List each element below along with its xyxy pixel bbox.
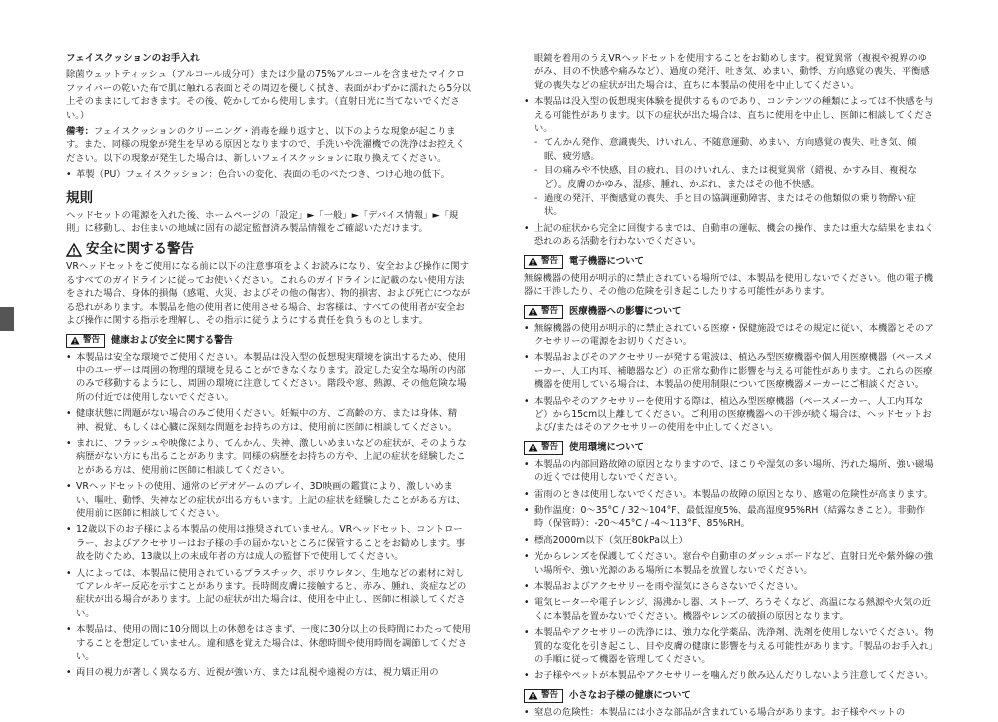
regulations-paragraph: ヘッドセットの電源を入れた後、ホームページの「設定」►「一般」►「デバイス情報」►「規則」に移動し、お住まいの地域に固有の認定監督済み製品情報をご確認いただけます。 <box>66 209 459 235</box>
note-text: フェイスクッションのクリーニング・消毒を繰り返すと、以下のような現象が起こります。また、同様の現象が発生を早める原因となりますので、手洗いや洗濯機での洗浄はお控えください。以下の現象が発生した場合は、新しいフェイスクッションに取り換えてください。 <box>66 126 465 164</box>
child-warning-heading <box>524 689 934 703</box>
list-item: • 上記の症状から完全に回復するまでは、自動車の運転、機会の操作、または重大な結果をまねく恐れのある活動を行わないでください。 <box>524 222 934 249</box>
sub-list-item: - てんかん発作、意識喪失、けいれん、不随意運動、めまい、方向感覚の喪失、吐き気、傾眠、疲労感。 <box>534 136 934 163</box>
page-edge-tab <box>0 307 14 331</box>
health-warning-heading <box>66 334 471 348</box>
warning-triangle-icon <box>66 243 82 257</box>
list-item: • 人によっては、本製品に使用されているプラスチック、ポリウレタン、生地などの素材に対してアレルギー反応を示すことがあります。長時間皮膚に接触すると、赤み、腫れ、炎症などの症状が出る場合があります。上記の症状が出た場合は、使用を中止し、医師に相談してください。 <box>66 567 471 621</box>
care-note <box>66 125 471 165</box>
environment-warning-heading <box>524 441 934 455</box>
care-paragraph: 除菌ウェットティッシュ（アルコール成分可）または少量の75%アルコールを含ませたマイクロファイバーの乾いた布で肌に触れる表面とその周辺を優しく拭き、表面がわずかに濡れたら5分以上そのままにしておきます。その後、乾かしてから使用します。（直射日光に当てないでください。） <box>66 69 471 121</box>
warning-triangle-icon <box>528 691 538 700</box>
badge-label: 警告 <box>541 255 559 266</box>
list-item: • 本製品およびアクセサリーを雨や湿気にさらさないでください。 <box>524 580 934 593</box>
list-item: • 両目の視力が著しく異なる方、近視が強い方、または乱視や遠視の方は、視力矯正用の <box>66 666 471 679</box>
care-list <box>66 168 471 181</box>
left-column <box>66 52 471 683</box>
list-item: • 本製品やアクセサリーの洗浄には、強力な化学薬品、洗浄剤、洗剤を使用しないでください。物質的な変化を引き起こし、目や皮膚の健康に影響を与える可能性があります。「製品のお手入れ」の手順に従って機器を管理してください。 <box>524 626 934 666</box>
list-item: • 本製品は、使用の間に10分間以上の休憩をはさまず、一度に30分以上の長時間にわたって使用することを想定していません。違和感を覚えた場合は、休憩時間や使用時間を調節してください。 <box>66 623 471 663</box>
electronics-warning-heading <box>524 255 934 269</box>
list-item: • 動作温度：0～35°C / 32～104°F、最低湿度5%、最高湿度95%RH（結露なきこと）。非動作時（保管時）：-20～45°C / -4～113°F、85%RH。 <box>524 504 934 531</box>
medical-warning-heading <box>524 305 934 319</box>
safety-title: 安全に関する警告 <box>86 241 194 258</box>
electronics-title: 電子機器について <box>569 255 644 267</box>
warning-badge <box>66 334 105 348</box>
list-item-text: 本製品は没入型の仮想現実体験を提供するものであり、コンテンツの種類によっては不快感を与える可能性があります。以下の症状が出た場合は、直ちに使用を中止し、医師に相談してください。 <box>534 96 934 135</box>
list-item: • 本製品やそのアクセサリーを使用する際は、植込み型医療機器（ペースメーカー、人工内耳など）から15cm以上離してください。ご利用の医療機器への干渉が続く場合は、ヘッドセットおよび/またはそのアクセサリーの使用を中止してください。 <box>524 395 934 435</box>
warning-badge <box>524 255 563 269</box>
warning-triangle-icon <box>528 443 538 452</box>
health-title: 健康および安全に関する警告 <box>111 334 233 346</box>
child-title: 小さなお子様の健康について <box>569 690 691 702</box>
care-heading: フェイスクッションのお手入れ <box>66 53 200 64</box>
list-item <box>524 95 934 219</box>
medical-list <box>524 322 934 435</box>
badge-label: 警告 <box>541 442 559 453</box>
list-item: • 本製品の内部回路故障の原因となりますので、ほこりや湿気の多い場所、汚れた場所、強い磁場の近くでは使用しないでください。 <box>524 458 934 485</box>
list-item: • 標高2000m以下（気圧80kPa以上） <box>524 534 934 547</box>
list-item: • 革製（PU）フェイスクッション：色合いの変化、表面の毛のべたつき、つけ心地の低下。 <box>66 168 471 181</box>
right-column <box>524 52 934 722</box>
list-item: • 本製品およびそのアクセサリーが発する電波は、植込み型医療機器や個人用医療機器（ペースメーカー、人工内耳、補聴器など）の正常な動作に影響を与える可能性があります。これらの医療機器を使用している場合は、本製品の使用制限について医療機器メーカーにご相談ください。 <box>524 351 934 391</box>
continued-paragraph: 眼鏡を着用のうえVRヘッドセットを使用することをお勧めします。視覚異常（複視や視界のゆがみ、目の不快感や痛みなど）、過度の発汗、吐き気、めまい、動悸、方向感覚の喪失、平衡感覚の喪失などの症状が出た場合は、直ちに本製品の使用を中止してください。 <box>534 53 930 91</box>
safety-paragraph: VRヘッドセットをご使用になる前に以下の注意事項をよくお読みになり、安全および操作に関するすべてのガイドラインに従ってお使いください。これらのガイドラインに記載のない使用方法をされた場合、身体的損傷（感電、火災、およびその他の傷害）、物的損害、および死亡につながる恐れがあります。本製品を他の使用者に使用させる場合、お客様は、すべての使用者が安全および操作に関する指示を理解し、その指示に従うようにする責任を負うものとします。 <box>66 261 471 327</box>
environment-list <box>524 458 934 683</box>
environment-title: 使用環境について <box>569 442 644 454</box>
warning-badge <box>524 441 563 455</box>
child-list <box>524 706 934 719</box>
electronics-paragraph: 無線機器の使用が明示的に禁止されている場所では、本製品を使用しないでください。他の電子機器に干渉したり、その他の危険を引き起こしたりする可能性があります。 <box>524 272 934 298</box>
sub-list-item: - 過度の発汗、平衡感覚の喪失、手と目の協調運動障害、またはその他類似の乗り物酔い症状。 <box>534 192 934 219</box>
list-item: • VRヘッドセットの使用、通常のビデオゲームのプレイ、3D映画の鑑賞により、激しいめまい、嘔吐、動悸、失神などの症状が出る方もいます。上記の症状を経験したことがある方は、使用前に医師に相談してください。 <box>66 480 471 520</box>
list-item: • 本製品は安全な環境でご使用ください。本製品は没入型の仮想現実環境を演出するため、使用中のユーザーは周囲の物理的環境を見ることができなくなります。設定した安全な場所の内部のみで移動するようにし、周囲の環境に注意してください。階段や窓、熱源、その他危険な場所の付近では使用しないでください。 <box>66 351 471 405</box>
list-item: • 窒息の危険性：本製品には小さな部品が含まれている場合があります。お子様やペットの <box>524 706 934 719</box>
list-item: • 雷雨のときは使用しないでください。本製品の故障の原因となり、感電の危険性が高まります。 <box>524 488 934 501</box>
badge-label: 警告 <box>541 690 559 701</box>
warning-badge <box>524 305 563 319</box>
health-list <box>66 351 471 680</box>
badge-label: 警告 <box>83 334 101 345</box>
list-item: • お子様やペットが本製品やアクセサリーを噛んだり飲み込んだりしないよう注意してください。 <box>524 669 934 682</box>
warning-triangle-icon <box>528 307 538 316</box>
note-label: 備考： <box>66 126 94 138</box>
list-item: • 光からレンズを保護してください。窓台や自動車のダッシュボードなど、直射日光や紫外線の強い場所や、強い光源のある場所に本製品を放置しないでください。 <box>524 550 934 577</box>
warning-badge <box>524 689 563 703</box>
list-item: • 電気ヒーターや電子レンジ、湯沸かし器、ストーブ、ろうそくなど、高温になる熱源や火気の近くに本製品を置かないでください。機器やレンズの破損の原因となります。 <box>524 596 934 623</box>
list-item: • 健康状態に問題がない場合のみご使用ください。妊娠中の方、ご高齢の方、または身体、精神、視覚、もしくは心臓に深刻な問題をお持ちの方は、使用前に医師に相談してください。 <box>66 407 471 434</box>
medical-title: 医療機器への影響について <box>569 305 682 317</box>
list-item: • 12歳以下のお子様による本製品の使用は推奨されていません。VRヘッドセット、コントローラー、およびアクセサリーはお子様の手の届かないところに保管することをお勧めします。事故を防ぐため、13歳以上の未成年者の方は成人の監督下で使用してください。 <box>66 523 471 563</box>
list-item: • まれに、フラッシュや映像により、てんかん、失神、激しいめまいなどの症状が、そのような病歴がない方にも出ることがあります。同様の病歴をお持ちの方や、上記の症状を経験したことがある方は、使用前に医師に相談してください。 <box>66 437 471 477</box>
vr-list <box>524 95 934 248</box>
warning-triangle-icon <box>70 336 80 345</box>
list-item: • 無線機器の使用が明示的に禁止されている医療・保健施設ではその規定に従い、本機器とそのアクセサリーの電源をお切りください。 <box>524 322 934 349</box>
safety-warning-heading <box>66 241 471 258</box>
sub-list-item: - 目の痛みや不快感、目の疲れ、目のけいれん、または視覚異常（錯視、かすみ目、複視など）。皮膚のかゆみ、湿疹、腫れ、かぶれ、またはその他不快感。 <box>534 164 934 191</box>
vr-symptom-list <box>534 136 934 218</box>
regulations-heading: 規則 <box>66 189 93 206</box>
badge-label: 警告 <box>541 305 559 316</box>
warning-triangle-icon <box>528 257 538 266</box>
